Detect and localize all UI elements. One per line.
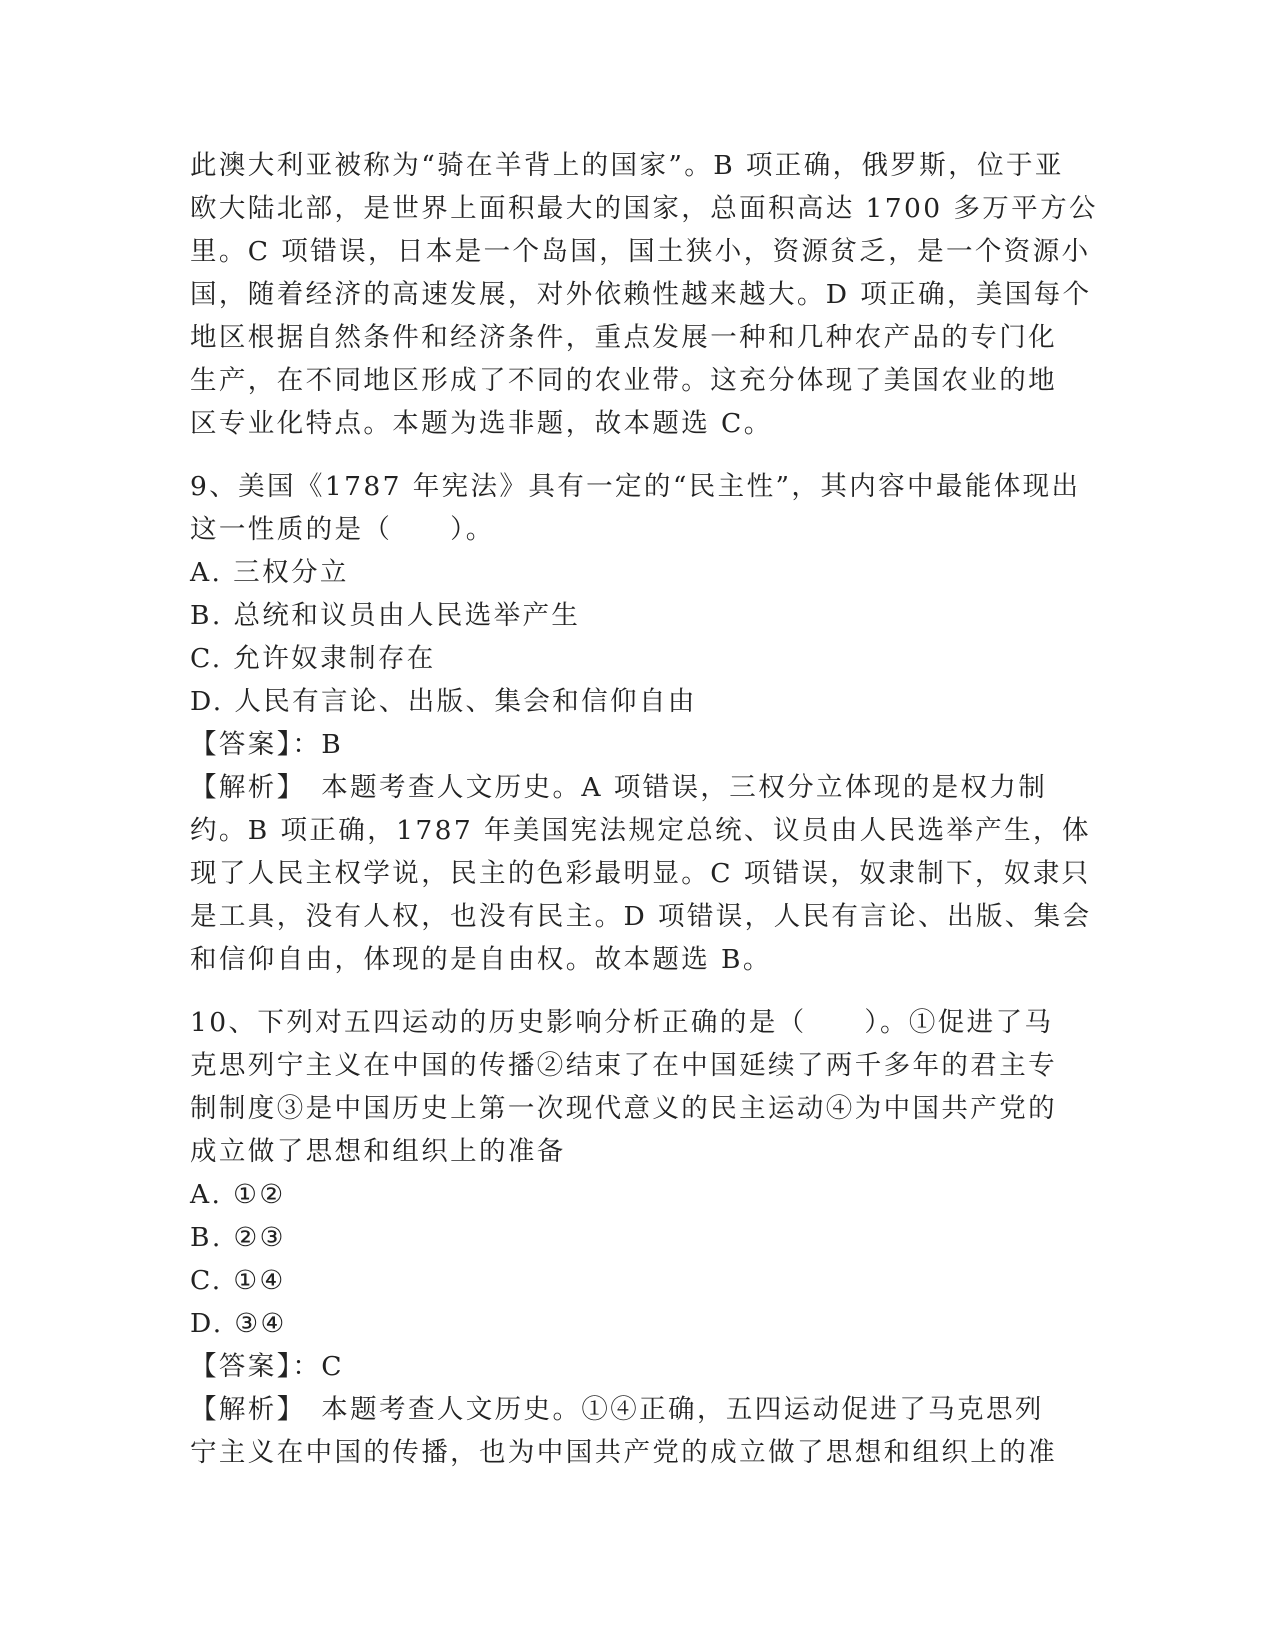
option-d: D. 人民有言论、出版、集会和信仰自由 [190, 686, 697, 717]
analysis-line: 和信仰自由，体现的是自由权。故本题选 B。 [190, 944, 772, 975]
option-c: C. 允许奴隶制存在 [190, 643, 436, 674]
text-line: 里。C 项错误，日本是一个岛国，国土狭小，资源贫乏，是一个资源小 [190, 236, 1091, 267]
previous-analysis-continuation [190, 144, 1098, 445]
answer-line: 【答案】：C [190, 1351, 344, 1382]
text-line: 国，随着经济的高速发展，对外依赖性越来越大。D 项正确，美国每个 [190, 279, 1092, 310]
text-line: 此澳大利亚被称为“骑在羊背上的国家”。B 项正确，俄罗斯，位于亚 [190, 150, 1064, 181]
text-line: 欧大陆北部，是世界上面积最大的国家，总面积高达 1700 多万平方公 [190, 193, 1098, 224]
question-stem: 制制度③是中国历史上第一次现代意义的民主运动④为中国共产党的 [190, 1093, 1057, 1124]
analysis-line: 约。B 项正确，1787 年美国宪法规定总统、议员由人民选举产生，体 [190, 815, 1091, 846]
analysis-line: 【解析】 本题考查人文历史。①④正确，五四运动促进了马克思列 [190, 1394, 1044, 1425]
text-line: 生产，在不同地区形成了不同的农业带。这充分体现了美国农业的地 [190, 365, 1057, 396]
option-a: A. 三权分立 [190, 557, 349, 588]
answer-line: 【答案】：B [190, 729, 344, 760]
analysis-line: 是工具，没有人权，也没有民主。D 项错误，人民有言论、出版、集会 [190, 901, 1092, 932]
text-line: 地区根据自然条件和经济条件，重点发展一种和几种农产品的专门化 [190, 322, 1057, 353]
option-b: B. ②③ [190, 1222, 286, 1253]
question-10 [190, 1001, 1080, 1474]
option-d: D. ③④ [190, 1308, 287, 1339]
question-stem: 这一性质的是（ ）。 [190, 514, 495, 545]
option-c: C. ①④ [190, 1265, 286, 1296]
analysis-line: 【解析】 本题考查人文历史。A 项错误，三权分立体现的是权力制 [190, 772, 1048, 803]
analysis-line: 宁主义在中国的传播，也为中国共产党的成立做了思想和组织上的准 [190, 1437, 1057, 1468]
document-page [190, 144, 1098, 1474]
text-line: 区专业化特点。本题为选非题，故本题选 C。 [190, 408, 773, 439]
option-b: B. 总统和议员由人民选举产生 [190, 600, 581, 631]
question-stem: 9、美国《1787 年宪法》具有一定的“民主性”，其内容中最能体现出 [190, 471, 1081, 502]
question-stem: 克思列宁主义在中国的传播②结束了在中国延续了两千多年的君主专 [190, 1050, 1057, 1081]
question-stem: 成立做了思想和组织上的准备 [190, 1136, 566, 1167]
question-9 [190, 465, 1092, 981]
option-a: A. ①② [190, 1179, 286, 1210]
question-stem: 10、下列对五四运动的历史影响分析正确的是（ ）。①促进了马 [190, 1007, 1054, 1038]
analysis-line: 现了人民主权学说，民主的色彩最明显。C 项错误，奴隶制下，奴隶只 [190, 858, 1091, 889]
